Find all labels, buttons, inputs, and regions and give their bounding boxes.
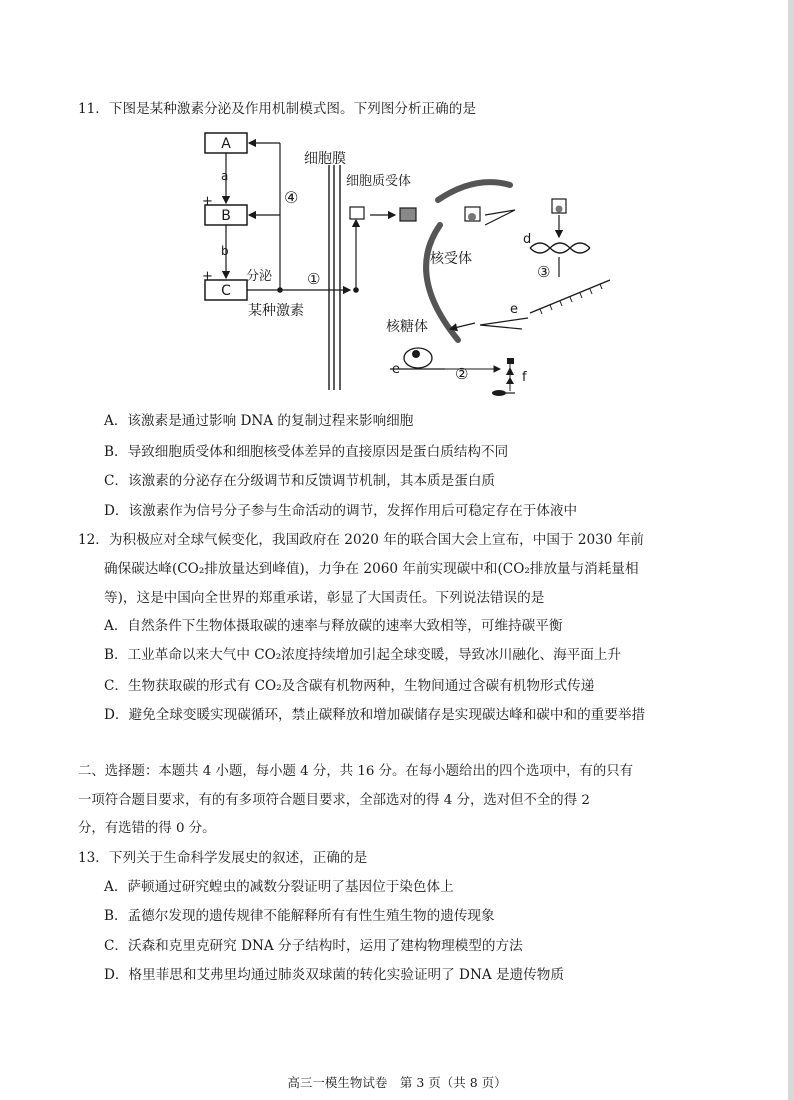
receptor-icon-2 [400, 208, 416, 221]
circle-2-label: ② [455, 365, 469, 383]
q11-option-b: B．导致细胞质受体和细胞核受体差异的直接原因是蛋白质结构不同 [104, 444, 509, 460]
q13-option-c: C．沃森和克里克研究 DNA 分子结构时，运用了建构物理模型的方法 [104, 938, 523, 954]
box-b-label: B [221, 208, 231, 224]
section2-line-1: 二、选择题：本题共 4 小题，每小题 4 分，共 16 分。在每小题给出的四个选项中，有的只有 [78, 764, 634, 779]
mrna-strand [530, 280, 610, 313]
nuclear-receptor-label: 核受体 [430, 251, 472, 267]
section2-line-2: 一项符合题目要求，有的有多项符合题目要求，全部选对的得 4 分，选对但不全的得 2 [78, 793, 590, 808]
secrete-label: 分泌 [246, 269, 273, 284]
q13-option-b: B．孟德尔发现的遗传规律不能解释所有有性生殖生物的遗传现象 [104, 908, 495, 924]
q11-option-c: C．该激素的分泌存在分级调节和反馈调节机制，其本质是蛋白质 [104, 473, 496, 489]
circle-1-label: ① [307, 270, 321, 288]
q11-option-a: A．该激素是通过影响 DNA 的复制过程来影响细胞 [104, 413, 414, 429]
q12-stem-line-2: 确保碳达峰(CO₂排放量达到峰值)，力争在 2060 年前实现碳中和(CO₂排放量与消耗量相 [104, 561, 639, 577]
plus-c: + [202, 269, 213, 284]
page-footer: 高三一模生物试卷 第 3 页（共 8 页） [287, 1075, 507, 1090]
section2-line-3: 分，有选错的得 0 分。 [78, 821, 216, 836]
q13-stem: 13．下列关于生命科学发展史的叙述，正确的是 [78, 850, 368, 866]
dna-helix [530, 243, 590, 253]
page-edge-shadow [788, 0, 794, 1100]
q11-stem: 11．下图是某种激素分泌及作用机制模式图。下列图分析正确的是 [78, 101, 476, 117]
circle-3-label: ③ [537, 263, 551, 281]
label-e-bottom: e [392, 362, 400, 377]
membrane-label: 细胞膜 [304, 151, 346, 167]
box-a-label: A [221, 136, 231, 152]
circle-4-label: ④ [284, 188, 299, 207]
plus-b: + [202, 194, 213, 209]
cyto-receptor-label: 细胞质受体 [346, 174, 412, 189]
ribosome-label: 核糖体 [386, 319, 428, 335]
hormone-label: 某种激素 [248, 303, 304, 319]
box-c-label: C [221, 283, 231, 299]
label-f: f [522, 370, 527, 385]
arrow-b-label: b [221, 244, 229, 258]
q12-stem-line-1: 12．为积极应对全球气候变化，我国政府在 2020 年的联合国大会上宣布，中国于 2030 年前 [78, 532, 644, 548]
hormone-mechanism-diagram [190, 125, 630, 400]
q12-option-d: D．避免全球变暖实现碳循环，禁止碳释放和增加碳储存是实现碳达峰和碳中和的重要举措 [104, 707, 646, 723]
q13-option-d: D．格里菲思和艾弗里均通过肺炎双球菌的转化实验证明了 DNA 是遗传物质 [104, 967, 564, 983]
q13-option-a: A．萨顿通过研究蝗虫的减数分裂证明了基因位于染色体上 [104, 879, 454, 895]
q11-option-d: D．该激素作为信号分子参与生命活动的调节，发挥作用后可稳定存在于体液中 [104, 503, 578, 519]
label-e-top: e [510, 302, 518, 317]
label-d: d [523, 232, 532, 247]
q12-option-c: C．生物获取碳的形式有 CO₂及含碳有机物两种，生物间通过含碳有机物形式传递 [104, 678, 595, 694]
q12-stem-line-3: 等)，这是中国向全世界的郑重承诺，彰显了大国责任。下列说法错误的是 [104, 590, 545, 606]
q12-option-a: A．自然条件下生物体摄取碳的速率与释放碳的速率大致相等，可维持碳平衡 [104, 618, 563, 634]
receptor-icon-1 [350, 207, 364, 219]
arrow-a-label: a [221, 169, 229, 183]
q12-option-b: B．工业革命以来大气中 CO₂浓度持续增加引起全球变暖，导致冰川融化、海平面上升 [104, 647, 622, 663]
